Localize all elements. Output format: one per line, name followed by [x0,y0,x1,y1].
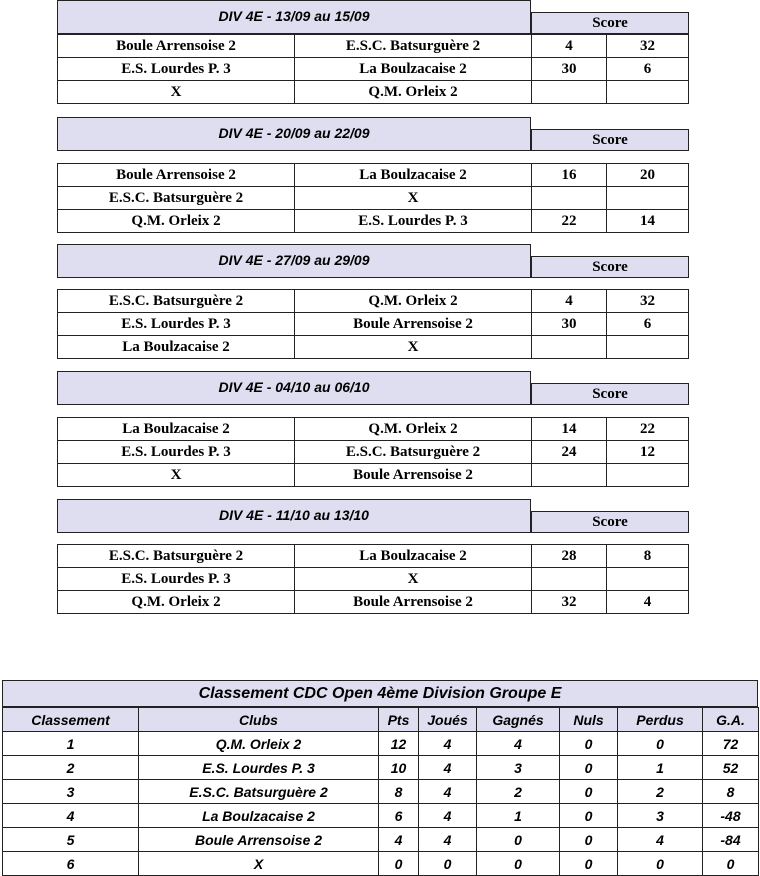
home-score [531,335,607,359]
club-cell: E.S. Lourdes P. 3 [139,756,379,780]
away-score: 6 [606,57,689,81]
match-row [57,209,689,233]
home-team: La Boulzacaise 2 [57,417,295,441]
home-score [531,463,607,487]
won-cell: 4 [477,732,560,756]
club-cell: X [139,852,379,876]
home-score: 4 [531,34,607,58]
ranking-row [3,732,759,756]
away-score [606,335,689,359]
match-row [57,57,689,81]
score-header: Score [531,12,689,34]
match-row [57,186,689,210]
points-cell: 0 [379,852,419,876]
away-score: 32 [606,289,689,313]
away-team: X [294,186,532,210]
home-team: Q.M. Orleix 2 [57,209,295,233]
home-score [531,186,607,210]
away-score: 8 [606,544,689,568]
club-cell: Boule Arrensoise 2 [139,828,379,852]
drawn-cell: 0 [560,828,618,852]
away-team: Q.M. Orleix 2 [294,80,532,104]
matchday-title: DIV 4E - 11/10 au 13/10 [219,507,369,523]
home-score: 4 [531,289,607,313]
points-cell: 4 [379,828,419,852]
home-score: 22 [531,209,607,233]
away-team: Q.M. Orleix 2 [294,289,532,313]
points-cell: 10 [379,756,419,780]
ranking-row [3,804,759,828]
away-team: Boule Arrensoise 2 [294,463,532,487]
home-score [531,567,607,591]
club-cell: La Boulzacaise 2 [139,804,379,828]
away-score: 6 [606,312,689,336]
away-team: X [294,567,532,591]
match-row [57,34,689,58]
home-score: 16 [531,163,607,187]
won-cell: 0 [477,828,560,852]
lost-cell: 2 [618,780,703,804]
match-row [57,80,689,104]
home-score: 28 [531,544,607,568]
home-team: E.S.C. Batsurguère 2 [57,544,295,568]
match-row [57,440,689,464]
away-score [606,463,689,487]
away-score: 22 [606,417,689,441]
match-row [57,289,689,313]
match-row [57,463,689,487]
away-team: X [294,335,532,359]
ranking-header-row [3,708,759,732]
away-team: Boule Arrensoise 2 [294,590,532,614]
col-header-gagnes: Gagnés [477,708,560,732]
ranking-row [3,828,759,852]
away-score: 12 [606,440,689,464]
score-header: Score [531,511,689,533]
match-row [57,312,689,336]
goal-average-cell: 0 [703,852,759,876]
home-score: 30 [531,57,607,81]
won-cell: 1 [477,804,560,828]
match-row [57,544,689,568]
points-cell: 8 [379,780,419,804]
home-score: 32 [531,590,607,614]
rank-cell: 6 [3,852,139,876]
matchday-title: DIV 4E - 20/09 au 22/09 [218,125,370,141]
lost-cell: 0 [618,852,703,876]
match-row [57,417,689,441]
goal-average-cell: -48 [703,804,759,828]
drawn-cell: 0 [560,804,618,828]
rank-cell: 2 [3,756,139,780]
away-team: E.S. Lourdes P. 3 [294,209,532,233]
score-header: Score [531,383,689,405]
away-score: 14 [606,209,689,233]
drawn-cell: 0 [560,756,618,780]
col-header-clubs: Clubs [139,708,379,732]
played-cell: 4 [419,756,477,780]
col-header-pts: Pts [379,708,419,732]
away-team: La Boulzacaise 2 [294,163,532,187]
score-header: Score [531,129,689,151]
away-team: Boule Arrensoise 2 [294,312,532,336]
drawn-cell: 0 [560,852,618,876]
ranking-row [3,756,759,780]
home-team: E.S.C. Batsurguère 2 [57,289,295,313]
matchday-header [57,0,531,34]
match-row [57,590,689,614]
home-team: E.S. Lourdes P. 3 [57,440,295,464]
won-cell: 0 [477,852,560,876]
home-score [531,80,607,104]
matchday-header [57,499,531,533]
col-header-nuls: Nuls [560,708,618,732]
home-team: Boule Arrensoise 2 [57,34,295,58]
away-score [606,80,689,104]
home-team: Q.M. Orleix 2 [57,590,295,614]
rank-cell: 1 [3,732,139,756]
ranking-title: Classement CDC Open 4ème Division Groupe E [2,680,758,707]
away-score [606,186,689,210]
away-score: 32 [606,34,689,58]
away-score: 20 [606,163,689,187]
col-header-ga: G.A. [703,708,759,732]
points-cell: 6 [379,804,419,828]
home-team: E.S.C. Batsurguère 2 [57,186,295,210]
match-row [57,335,689,359]
club-cell: E.S.C. Batsurguère 2 [139,780,379,804]
drawn-cell: 0 [560,732,618,756]
col-header-perdus: Perdus [618,708,703,732]
matchday-header [57,117,531,151]
lost-cell: 4 [618,828,703,852]
away-team: La Boulzacaise 2 [294,57,532,81]
played-cell: 4 [419,732,477,756]
home-team: Boule Arrensoise 2 [57,163,295,187]
matchday-header [57,244,531,278]
played-cell: 0 [419,852,477,876]
away-score: 4 [606,590,689,614]
home-score: 14 [531,417,607,441]
drawn-cell: 0 [560,780,618,804]
home-team: X [57,463,295,487]
home-team: La Boulzacaise 2 [57,335,295,359]
home-team: E.S. Lourdes P. 3 [57,312,295,336]
away-team: Q.M. Orleix 2 [294,417,532,441]
ranking-table [2,707,759,876]
home-team: E.S. Lourdes P. 3 [57,567,295,591]
rank-cell: 4 [3,804,139,828]
lost-cell: 1 [618,756,703,780]
home-team: X [57,80,295,104]
points-cell: 12 [379,732,419,756]
matchday-header [57,371,531,405]
col-header-joues: Joués [419,708,477,732]
matchday-title: DIV 4E - 04/10 au 06/10 [218,379,370,395]
goal-average-cell: 72 [703,732,759,756]
home-score: 30 [531,312,607,336]
played-cell: 4 [419,780,477,804]
matchday-title: DIV 4E - 27/09 au 29/09 [218,252,370,268]
match-row [57,567,689,591]
match-row [57,163,689,187]
won-cell: 3 [477,756,560,780]
goal-average-cell: 52 [703,756,759,780]
club-cell: Q.M. Orleix 2 [139,732,379,756]
home-team: E.S. Lourdes P. 3 [57,57,295,81]
won-cell: 2 [477,780,560,804]
goal-average-cell: -84 [703,828,759,852]
ranking-row [3,852,759,876]
lost-cell: 3 [618,804,703,828]
away-team: E.S.C. Batsurguère 2 [294,440,532,464]
rank-cell: 5 [3,828,139,852]
ranking-row [3,780,759,804]
rank-cell: 3 [3,780,139,804]
col-header-classement: Classement [3,708,139,732]
played-cell: 4 [419,828,477,852]
ranking-section [2,680,758,876]
matchday-title: DIV 4E - 13/09 au 15/09 [218,8,370,24]
score-header: Score [531,256,689,278]
home-score: 24 [531,440,607,464]
away-team: E.S.C. Batsurguère 2 [294,34,532,58]
away-score [606,567,689,591]
goal-average-cell: 8 [703,780,759,804]
played-cell: 4 [419,804,477,828]
away-team: La Boulzacaise 2 [294,544,532,568]
lost-cell: 0 [618,732,703,756]
